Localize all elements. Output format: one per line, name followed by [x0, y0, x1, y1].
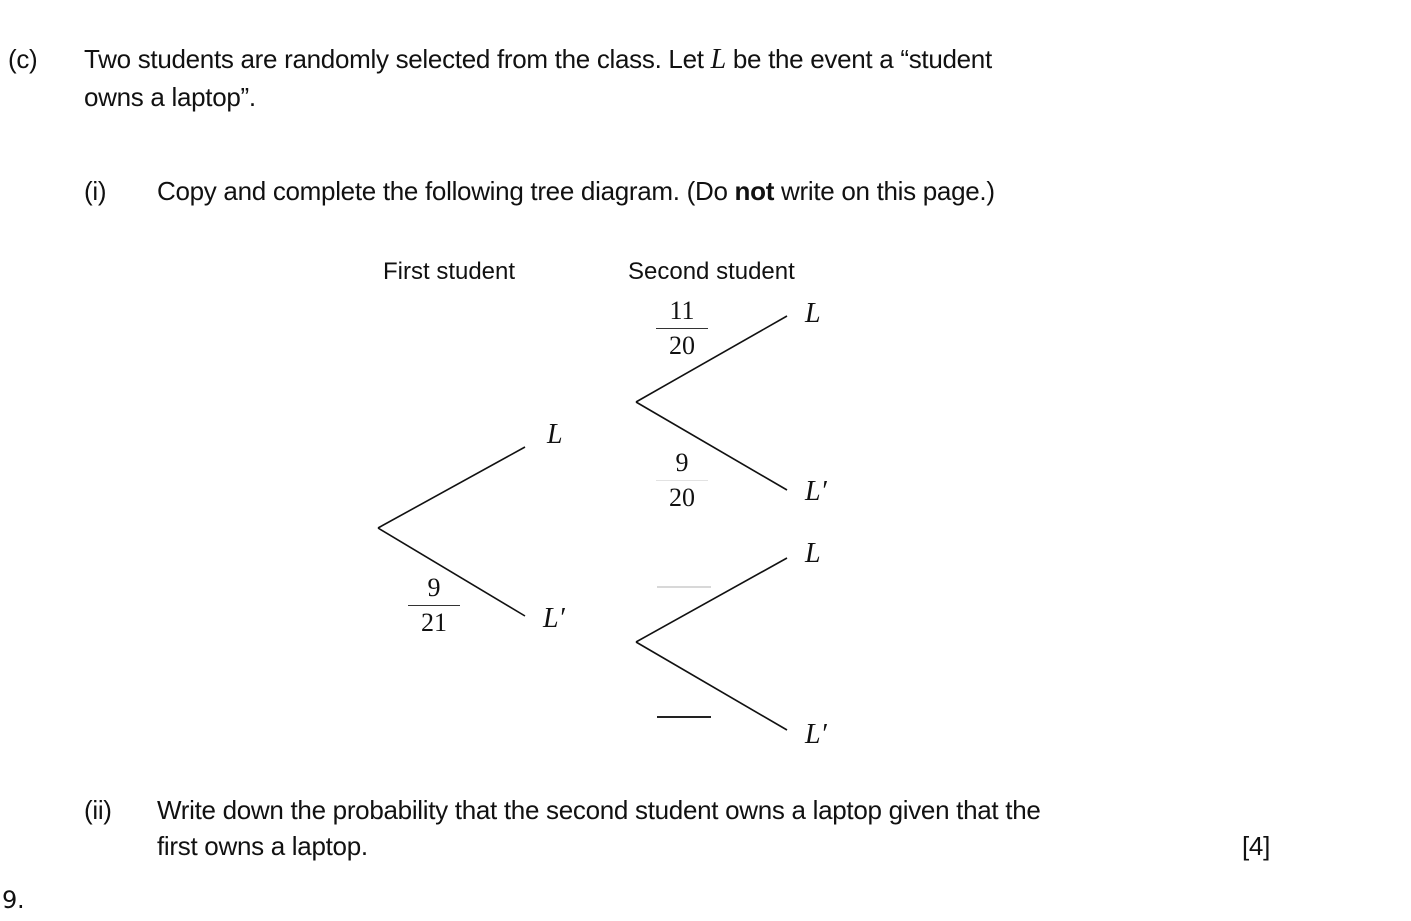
first-student-heading: First student — [383, 258, 516, 285]
part-ii-label: (ii) — [84, 795, 112, 825]
first-l-label: L — [547, 419, 563, 450]
marks-label: [4] — [1242, 831, 1271, 861]
second-student-heading: Second student — [628, 258, 795, 285]
lower-lp-probability-blank — [657, 716, 711, 718]
part-i-label: (i) — [84, 176, 107, 206]
upper-l-probability — [652, 296, 712, 361]
first-lp-prob-num: 9 — [427, 573, 441, 602]
part-c-text-line2: owns a laptop”. — [84, 82, 256, 112]
lower-l-label: L — [805, 538, 821, 569]
first-lp-prob-den: 21 — [421, 608, 447, 637]
part-c-label: (c) — [8, 44, 38, 74]
part-i-text-b: write on this page.) — [781, 176, 995, 206]
upper-l-prob-num: 11 — [669, 296, 695, 325]
upper-lp-probability — [652, 448, 712, 513]
lower-lp-label: L′ — [805, 719, 827, 750]
upper-lp-label: L′ — [805, 476, 827, 507]
upper-lp-prob-den: 20 — [669, 483, 695, 512]
first-lp-probability — [404, 573, 464, 638]
part-c-text-b: be the event a “student — [732, 44, 992, 74]
branch-lower-l — [636, 558, 787, 642]
part-ii-text-line1: Write down the probability that the second student owns a laptop given that the — [157, 795, 1041, 825]
upper-lp-prob-num: 9 — [675, 448, 689, 477]
lower-l-probability-blank — [657, 586, 711, 588]
event-symbol-l: L — [710, 44, 726, 75]
upper-l-label: L — [805, 298, 821, 329]
part-i-text-not: not — [734, 176, 775, 206]
part-i-text-a: Copy and complete the following tree diagram. (Do — [157, 176, 728, 206]
first-lp-label: L′ — [543, 603, 565, 634]
question-number: 9. — [2, 886, 25, 914]
part-c-text-a: Two students are randomly selected from the class. Let — [84, 44, 704, 74]
fraction-bar — [656, 328, 708, 329]
part-ii-text-line2: first owns a laptop. — [157, 831, 368, 861]
upper-l-prob-den: 20 — [669, 331, 695, 360]
fraction-bar — [656, 480, 708, 481]
fraction-bar — [408, 605, 460, 606]
branch-first-l — [378, 447, 525, 528]
